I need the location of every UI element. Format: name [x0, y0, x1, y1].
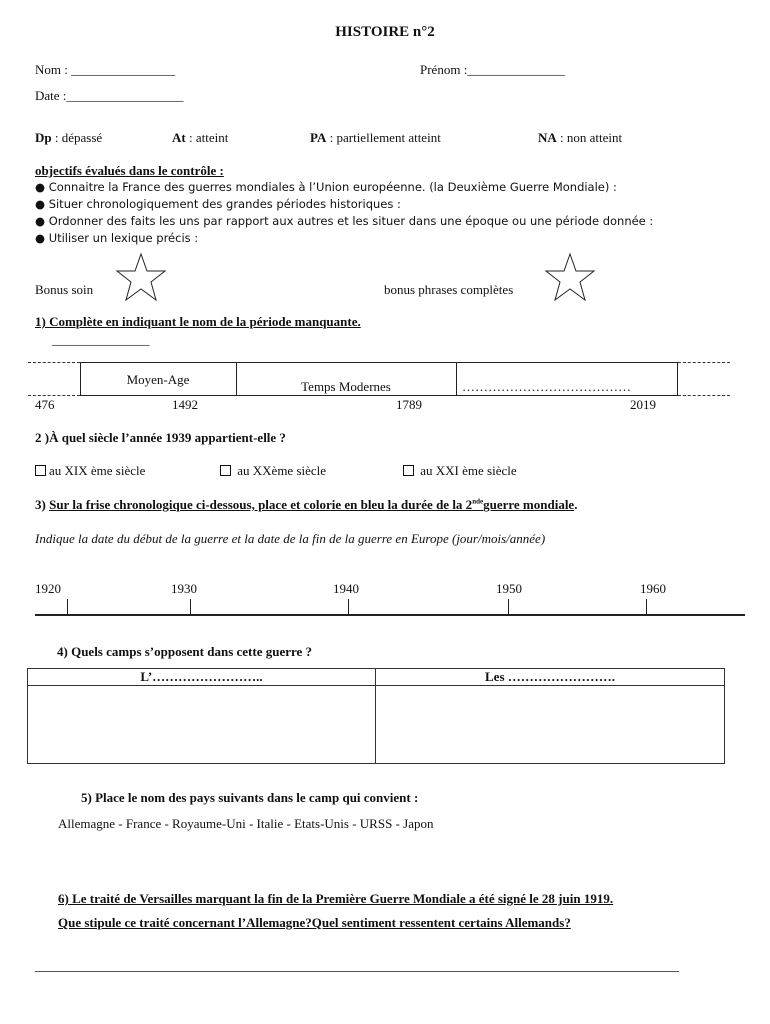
timeline-tick — [190, 599, 191, 614]
legend-na: NA : non atteint — [538, 130, 623, 145]
objective-item: ● Ordonner des faits les uns par rapport aux autres et les situer dans une époque ou une période donnée : — [35, 214, 654, 228]
timeline-divider — [677, 362, 678, 396]
timeline-dash — [678, 362, 730, 363]
timeline-tick — [348, 599, 349, 614]
question-2-title: 2 )À quel siècle l’année 1939 appartient-elle ? — [35, 430, 286, 445]
objective-item: ● Connaitre la France des guerres mondiales à l’Union européenne. (la Deuxième Guerre Mondiale) : — [35, 180, 617, 194]
timeline-top-border — [80, 362, 678, 363]
missing-period-blank[interactable]: ………………………………… — [462, 379, 631, 394]
prenom-field[interactable]: Prénom :_______________ — [420, 62, 565, 77]
question-6-line-1: 6) Le traité de Versailles marquant la fin de la Première Guerre Mondiale a été signé le 28 juin 1919. — [58, 891, 614, 906]
checkbox-icon[interactable] — [403, 465, 414, 476]
question-1-title: 1) Complète en indiquant le nom de la période manquante. — [35, 314, 361, 329]
timeline-date: 1492 — [172, 397, 198, 412]
legend-dp: Dp : dépassé — [35, 130, 103, 145]
checkbox-icon[interactable] — [35, 465, 46, 476]
star-icon[interactable] — [115, 252, 167, 302]
objective-item: ● Utiliser un lexique précis : — [35, 231, 199, 245]
period-label: Temps Modernes — [301, 379, 391, 394]
camp-1-answer-cell[interactable] — [27, 685, 376, 764]
timeline-dash — [28, 395, 80, 396]
option-xx[interactable]: au XXème siècle — [220, 463, 326, 479]
period-label: Moyen-Age — [126, 372, 190, 387]
timeline-dash — [28, 362, 80, 363]
option-xix[interactable]: au XIX ème siècle — [35, 463, 145, 479]
objective-item: ● Situer chronologiquement des grandes périodes historiques : — [35, 197, 401, 211]
nom-field[interactable]: Nom : ________________ — [35, 62, 176, 77]
ww2-year-label: 1920 — [35, 581, 61, 596]
timeline-tick — [508, 599, 509, 614]
timeline-divider — [456, 362, 457, 396]
timeline-date: 2019 — [630, 397, 656, 412]
camp-2-header: Les ……………………. — [485, 669, 615, 684]
option-xxi[interactable]: au XXI ème siècle — [403, 463, 517, 479]
timeline-dash — [678, 395, 730, 396]
objectives-heading: objectifs évalués dans le contrôle : — [35, 163, 224, 178]
timeline-date: 476 — [35, 397, 55, 412]
ww2-year-label: 1930 — [171, 581, 197, 596]
ww2-year-label: 1960 — [640, 581, 666, 596]
bonus-phrases-label: bonus phrases complètes — [384, 282, 514, 297]
timeline-tick — [67, 599, 68, 614]
camp-1-header: L’…………………….. — [140, 669, 263, 684]
question-3-instruction: Indique la date du début de la guerre et la date de la fin de la guerre en Europe (jour/mois/année) — [35, 531, 546, 546]
legend-at: At : atteint — [172, 130, 229, 145]
q1-answer-blank[interactable]: _______________ — [52, 332, 150, 347]
question-3-title: 3) Sur la frise chronologique ci-dessous, place et colorie en bleu la durée de la 2ndeguerre mondiale. — [35, 497, 578, 512]
bonus-soin-label: Bonus soin — [35, 282, 94, 297]
timeline-date: 1789 — [396, 397, 422, 412]
question-5-title: 5) Place le nom des pays suivants dans le camp qui convient : — [81, 790, 419, 805]
ww2-year-label: 1950 — [496, 581, 522, 596]
page-title: HISTOIRE n°2 — [335, 24, 435, 40]
ww2-year-label: 1940 — [333, 581, 359, 596]
star-icon[interactable] — [544, 252, 596, 302]
question-6-line-2: Que stipule ce traité concernant l’Allemagne?Quel sentiment ressentent certains Allemands? — [58, 915, 571, 930]
question-4-title: 4) Quels camps s’opposent dans cette guerre ? — [57, 644, 313, 659]
camp-2-answer-cell[interactable] — [375, 685, 725, 764]
date-field[interactable]: Date :__________________ — [35, 88, 184, 103]
ww2-timeline[interactable] — [35, 614, 745, 616]
answer-line[interactable] — [35, 971, 679, 972]
checkbox-icon[interactable] — [220, 465, 231, 476]
countries-list: Allemagne - France - Royaume-Uni - Italie - Etats-Unis - URSS - Japon — [58, 816, 434, 831]
timeline-tick — [646, 599, 647, 614]
timeline-bottom-border — [80, 395, 678, 396]
legend-pa: PA : partiellement atteint — [310, 130, 441, 145]
